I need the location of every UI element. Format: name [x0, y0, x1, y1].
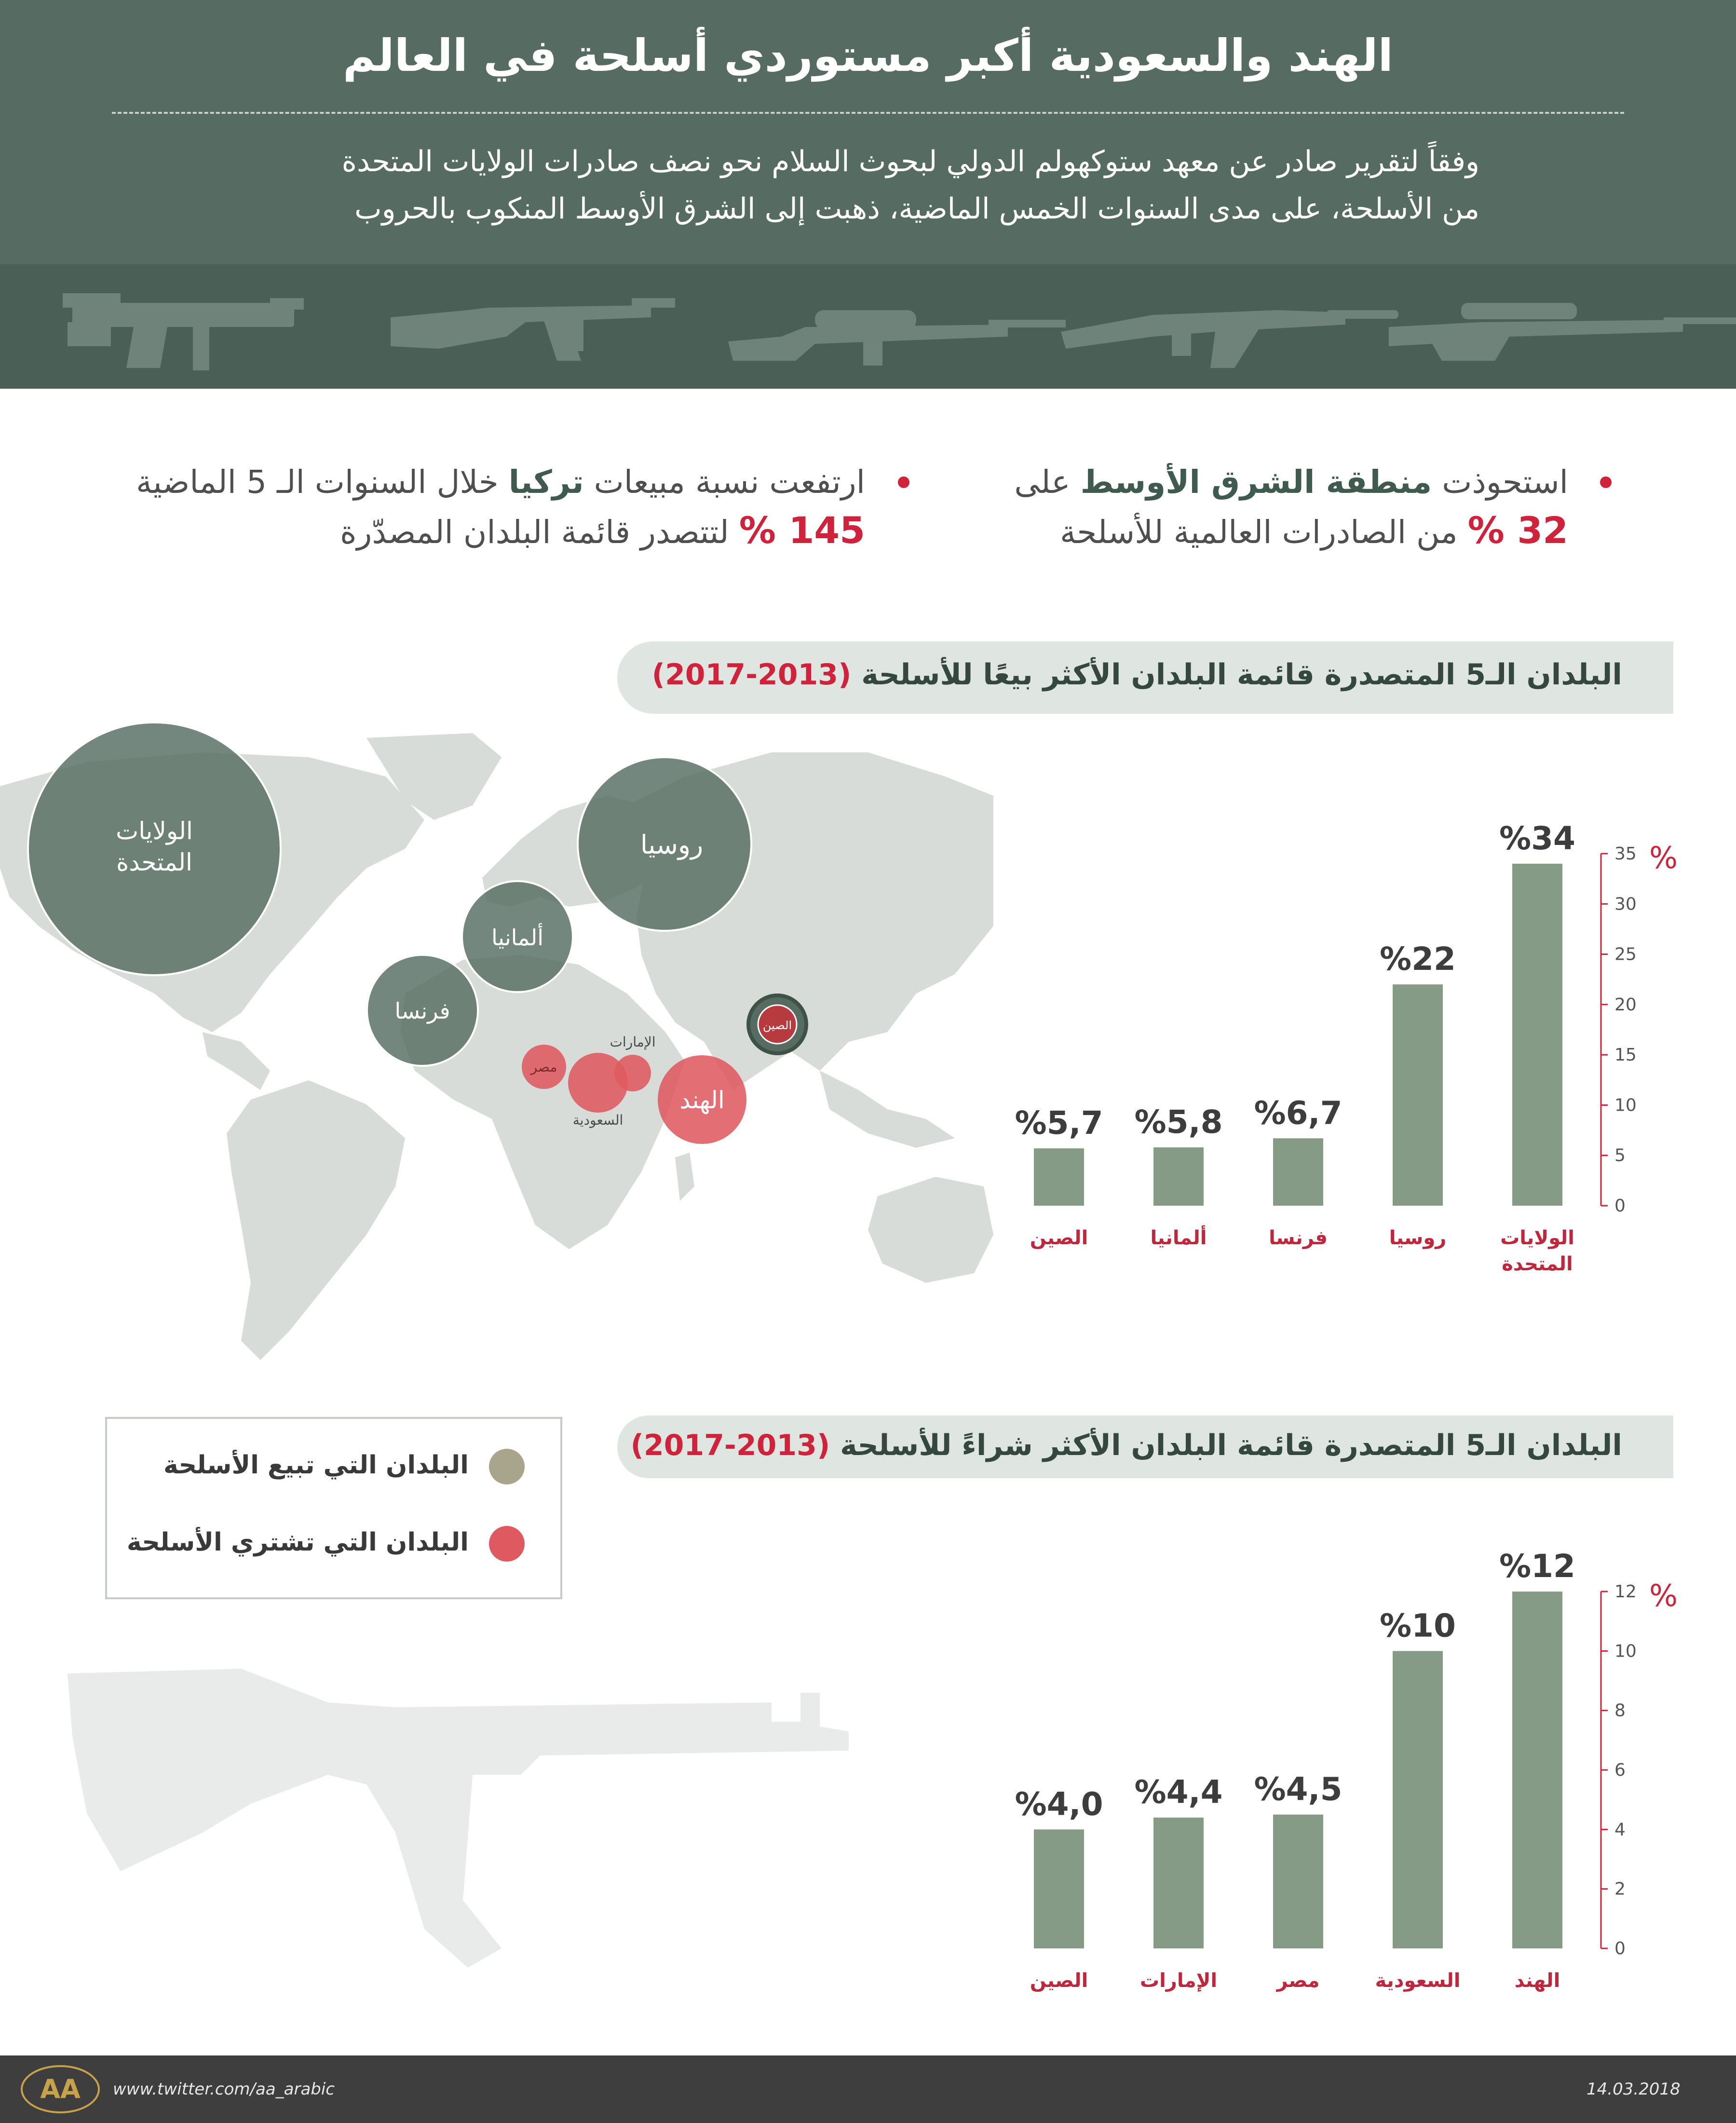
bar	[1512, 1592, 1562, 1948]
category-label: الولايات	[1500, 1227, 1574, 1249]
y-tick-label: 35	[1614, 844, 1637, 864]
label-russia: روسيا	[640, 830, 704, 860]
legend-buyers-label: البلدان التي تشتري الأسلحة	[126, 1528, 469, 1557]
stat-middle-east	[893, 458, 1568, 557]
world-map	[0, 723, 993, 1389]
bar-value-label: %4,0	[1015, 1785, 1103, 1823]
y-tick-label: 5	[1614, 1145, 1626, 1166]
stat-tr-before: ارتفعت نسبة مبيعات	[594, 463, 865, 501]
south-america	[227, 1080, 405, 1360]
stat-tr-bold: تركيا	[508, 463, 584, 501]
buyers-title-text: البلدان الـ5 المتصدرة قائمة البلدان الأكثر شراءً للأسلحة	[840, 1429, 1622, 1462]
label-china-map: الصين	[762, 1019, 792, 1032]
central-america	[203, 1032, 270, 1090]
stat-tr-pct: 145 %	[739, 509, 865, 552]
y-tick-label: 10	[1614, 1095, 1637, 1116]
sellers-title	[652, 658, 1622, 692]
stat-me-pct: 32 %	[1467, 509, 1568, 552]
ak-rifle-silhouette	[58, 1630, 887, 1977]
australia	[868, 1177, 993, 1283]
bullet-icon	[1600, 476, 1612, 488]
bar-value-label: %6,7	[1254, 1094, 1343, 1132]
label-egypt: مصر	[530, 1059, 557, 1075]
sniper-icon	[728, 310, 1066, 366]
y-tick-label: 20	[1614, 994, 1637, 1015]
stat-tr-line2: لتتصدر قائمة البلدان المصدّرة	[339, 514, 729, 551]
weapons-band	[0, 264, 1736, 389]
bar	[1153, 1818, 1204, 1948]
label-france: فرنسا	[394, 998, 450, 1024]
rifle-icon	[63, 293, 304, 370]
y-tick-label: 25	[1614, 944, 1637, 965]
label-germany: ألمانيا	[491, 925, 544, 951]
bar-value-label: %22	[1380, 940, 1456, 978]
y-axis-unit: %	[1649, 840, 1678, 875]
category-label: ألمانيا	[1150, 1227, 1207, 1249]
stat-me-after: على	[1014, 463, 1071, 501]
buyers-title	[631, 1429, 1623, 1462]
bar-value-label: %34	[1499, 819, 1575, 857]
y-tick-label: 6	[1614, 1760, 1626, 1780]
rifle-icon	[1061, 310, 1398, 368]
y-tick-label: 8	[1614, 1701, 1626, 1721]
sellers-bar-chart	[984, 772, 1707, 1312]
stat-turkey	[94, 458, 865, 557]
bar	[1273, 1138, 1323, 1206]
sniper-icon	[1389, 303, 1736, 361]
bar	[1153, 1147, 1204, 1206]
legend-sellers-dot	[489, 1449, 525, 1484]
y-tick-label: 15	[1614, 1045, 1637, 1065]
subtitle-line-1: وفقاً لتقرير صادر عن معهد ستوكهولم الدولي لبحوث السلام نحو نصف صادرات الولايات المتحدة	[341, 145, 1479, 178]
legend-sellers-label: البلدان التي تبيع الأسلحة	[163, 1451, 469, 1480]
rifle-icon	[391, 298, 675, 361]
label-usa-2: المتحدة	[116, 848, 192, 876]
y-tick-label: 30	[1614, 894, 1637, 914]
y-tick-label: 4	[1614, 1820, 1626, 1840]
weapons-silhouettes	[0, 264, 1736, 389]
sellers-title-text: البلدان الـ5 المتصدرة قائمة البلدان الأكثر بيعًا للأسلحة	[861, 658, 1622, 692]
ak-rifle-icon	[68, 1669, 849, 1968]
category-label: المتحدة	[1502, 1253, 1573, 1275]
y-tick-label: 12	[1614, 1582, 1637, 1602]
category-label: فرنسا	[1269, 1227, 1328, 1249]
stat-me-line2: من الصادرات العالمية للأسلحة	[1059, 514, 1458, 551]
bullet-icon	[898, 476, 909, 488]
bar	[1512, 864, 1562, 1206]
stat-tr-after: خلال السنوات الـ 5 الماضية	[136, 463, 499, 501]
y-tick-label: 2	[1614, 1879, 1626, 1899]
bar-value-label: %4,4	[1134, 1773, 1223, 1811]
label-india: الهند	[679, 1086, 725, 1114]
category-label: السعودية	[1375, 1970, 1461, 1992]
category-label: الإمارات	[1139, 1970, 1218, 1992]
circle-uae	[614, 1055, 651, 1091]
y-tick-label: 0	[1614, 1939, 1626, 1959]
category-label: الصين	[1030, 1970, 1088, 1992]
subtitle-line-2: من الأسلحة، على مدى السنوات الخمس الماضية، ذهبت إلى الشرق الأوسط المنكوب بالحروب	[354, 192, 1479, 226]
y-tick-label: 0	[1614, 1196, 1626, 1216]
bar-value-label: %4,5	[1254, 1770, 1343, 1808]
aa-logo	[14, 2059, 106, 2119]
category-label: الهند	[1514, 1970, 1560, 1992]
footer-date: 14.03.2018	[1587, 2080, 1681, 2099]
southeast-asia	[820, 1071, 955, 1148]
footer-twitter-link[interactable]: www.twitter.com/aa_arabic	[113, 2080, 335, 2099]
label-saudi: السعودية	[572, 1112, 624, 1128]
bar	[1034, 1829, 1084, 1948]
category-label: روسيا	[1389, 1227, 1447, 1249]
buyers-title-years: (2013-2017)	[630, 1429, 830, 1462]
buyers-bar-chart	[984, 1529, 1707, 2040]
bar-value-label: %5,8	[1134, 1103, 1223, 1141]
legend-buyers-dot	[489, 1526, 525, 1562]
madagascar	[675, 1153, 694, 1201]
label-uae: الإمارات	[610, 1034, 656, 1050]
sellers-title-years: (2013-2017)	[651, 658, 852, 692]
legend-box	[105, 1417, 562, 1599]
header-divider	[112, 112, 1624, 114]
bar	[1393, 984, 1443, 1206]
bar	[1273, 1815, 1323, 1949]
y-tick-label: 10	[1614, 1641, 1637, 1661]
stat-me-bold: منطقة الشرق الأوسط	[1080, 463, 1432, 501]
bar	[1034, 1148, 1084, 1206]
category-label: الصين	[1030, 1227, 1088, 1249]
category-label: مصر	[1276, 1970, 1320, 1992]
bar	[1393, 1651, 1443, 1948]
bar-value-label: %10	[1380, 1607, 1456, 1645]
y-axis-unit: %	[1649, 1578, 1678, 1613]
label-usa-1: الولايات	[116, 817, 193, 845]
bar-value-label: %5,7	[1015, 1104, 1103, 1142]
aa-logo-text: AA	[40, 2074, 81, 2104]
bar-value-label: %12	[1499, 1548, 1575, 1585]
stat-me-before: استحوذت	[1442, 463, 1568, 501]
page-title: الهند والسعودية أكبر مستوردي أسلحة في العالم	[342, 30, 1394, 82]
